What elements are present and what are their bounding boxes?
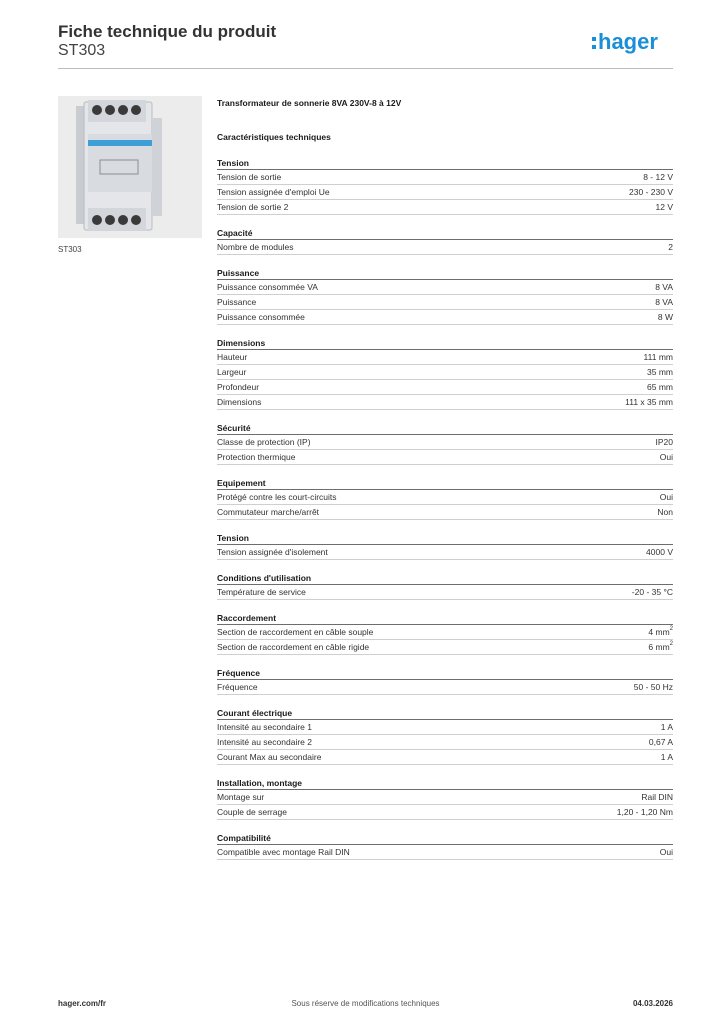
spec-label: Tension de sortie 2	[217, 202, 289, 212]
spec-row	[217, 750, 673, 765]
spec-section	[217, 337, 673, 410]
spec-value-cell	[641, 792, 673, 802]
spec-value-cell	[660, 452, 673, 462]
spec-value-cell	[632, 587, 673, 597]
spec-label: Tension assignée d'emploi Ue	[217, 187, 330, 197]
spec-heading: Caractéristiques techniques	[217, 132, 331, 142]
spec-label: Courant Max au secondaire	[217, 752, 322, 762]
spec-value: 65 mm	[647, 382, 673, 392]
spec-row	[217, 625, 673, 640]
spec-label: Puissance consommée	[217, 312, 305, 322]
spec-section-title: Raccordement	[217, 612, 673, 625]
spec-row	[217, 505, 673, 520]
spec-section-title: Tension	[217, 157, 673, 170]
spec-value-cell	[629, 187, 673, 197]
spec-row	[217, 735, 673, 750]
header-divider	[58, 68, 673, 69]
spec-value-cell	[657, 507, 673, 517]
spec-value-cell	[644, 352, 673, 362]
spec-value-cell	[655, 282, 673, 292]
spec-label: Montage sur	[217, 792, 265, 802]
spec-row	[217, 490, 673, 505]
spec-row	[217, 240, 673, 255]
spec-value: 35 mm	[647, 367, 673, 377]
spec-label: Commutateur marche/arrêt	[217, 507, 320, 517]
spec-label: Intensité au secondaire 1	[217, 722, 312, 732]
spec-value-cell	[648, 627, 673, 637]
logo-dot-bottom	[592, 45, 596, 49]
spec-value: Oui	[659, 847, 673, 857]
spec-label: Tension assignée d'isolement	[217, 547, 328, 557]
spec-label: Couple de serrage	[217, 807, 287, 817]
spec-label: Protégé contre les court-circuits	[217, 492, 337, 502]
spec-section-title: Equipement	[217, 477, 673, 490]
spec-row	[217, 380, 673, 395]
spec-value-cell	[658, 312, 673, 322]
spec-section-title: Conditions d'utilisation	[217, 572, 673, 585]
spec-label: Température de service	[217, 587, 306, 597]
spec-section	[217, 157, 673, 215]
spec-label: Dimensions	[217, 397, 262, 407]
spec-value-cell	[661, 752, 673, 762]
spec-label: Hauteur	[217, 352, 248, 362]
spec-value: 1 A	[660, 722, 673, 732]
spec-row	[217, 585, 673, 600]
spec-value-cell	[647, 367, 673, 377]
logo-wordmark: hager	[598, 29, 658, 54]
spec-row	[217, 395, 673, 410]
spec-row	[217, 845, 673, 860]
spec-value-cell	[656, 202, 674, 212]
page-header	[58, 20, 673, 70]
spec-value: Oui	[659, 452, 673, 462]
spec-value-cell	[656, 437, 674, 447]
spec-label: Protection thermique	[217, 452, 296, 462]
spec-value: 1,20 - 1,20 Nm	[616, 807, 673, 817]
product-description: Transformateur de sonnerie 8VA 230V-8 à 12V	[217, 98, 402, 108]
spec-label: Tension de sortie	[217, 172, 282, 182]
spec-value: 8 - 12 V	[643, 172, 673, 182]
spec-label: Classe de protection (IP)	[217, 437, 311, 447]
spec-value: 4 mm	[648, 627, 670, 637]
spec-label: Largeur	[217, 367, 247, 377]
spec-section-title: Compatibilité	[217, 832, 673, 845]
spec-label: Puissance	[217, 297, 257, 307]
spec-row	[217, 790, 673, 805]
spec-row	[217, 310, 673, 325]
spec-value: 12 V	[655, 202, 673, 212]
spec-section-title: Sécurité	[217, 422, 673, 435]
spec-row	[217, 805, 673, 820]
spec-value: 8 VA	[655, 282, 673, 292]
spec-value: 4000 V	[646, 547, 673, 557]
product-image-caption: ST303	[58, 245, 82, 254]
spec-section	[217, 667, 673, 695]
spec-section-title: Dimensions	[217, 337, 673, 350]
spec-sections	[217, 157, 673, 860]
spec-value: Oui	[659, 492, 673, 502]
spec-value: 0,67 A	[648, 737, 673, 747]
spec-section	[217, 532, 673, 560]
spec-value-cell	[634, 682, 673, 692]
spec-value: Non	[657, 507, 673, 517]
spec-value: 8 VA	[655, 297, 673, 307]
spec-row	[217, 365, 673, 380]
spec-value: 1 A	[660, 752, 673, 762]
spec-row	[217, 450, 673, 465]
spec-section-title: Puissance	[217, 267, 673, 280]
spec-value-cell	[660, 847, 673, 857]
blue-stripe	[88, 140, 152, 146]
footer-date: 04.03.2026	[632, 999, 673, 1008]
spec-row	[217, 200, 673, 215]
technical-spec	[217, 97, 673, 872]
unit-superscript: 2	[669, 641, 673, 647]
spec-value: 111 x 35 mm	[625, 397, 673, 407]
spec-section	[217, 267, 673, 325]
spec-row	[217, 280, 673, 295]
spec-value-cell	[649, 737, 673, 747]
spec-section-title: Installation, montage	[217, 777, 673, 790]
spec-value-cell	[660, 492, 673, 502]
spec-row	[217, 185, 673, 200]
spec-value: IP20	[655, 437, 673, 447]
spec-row	[217, 170, 673, 185]
spec-value-cell	[625, 397, 673, 407]
spec-label: Compatible avec montage Rail DIN	[217, 847, 350, 857]
spec-value: -20 - 35 °C	[631, 587, 673, 597]
product-reference: ST303	[58, 42, 106, 59]
page-title: Fiche technique du produit	[58, 22, 277, 41]
spec-section-title: Fréquence	[217, 667, 673, 680]
spec-value: 230 - 230 V	[629, 187, 673, 197]
spec-value-cell	[643, 172, 673, 182]
spec-section	[217, 707, 673, 765]
spec-value-cell	[647, 382, 673, 392]
footer-website: hager.com/fr	[58, 999, 107, 1008]
spec-value-cell	[617, 807, 673, 817]
spec-value-cell	[655, 297, 673, 307]
unit-superscript: 2	[669, 626, 673, 632]
spec-value-cell	[661, 722, 673, 732]
spec-value-cell	[648, 642, 673, 652]
logo-dot-top	[592, 37, 596, 41]
spec-row	[217, 545, 673, 560]
spec-label: Nombre de modules	[217, 242, 294, 252]
spec-row	[217, 435, 673, 450]
page-footer	[58, 997, 673, 1011]
spec-row	[217, 640, 673, 655]
spec-label: Intensité au secondaire 2	[217, 737, 312, 747]
spec-section	[217, 477, 673, 520]
spec-section	[217, 777, 673, 820]
spec-row	[217, 680, 673, 695]
spec-section-title: Tension	[217, 532, 673, 545]
spec-label: Fréquence	[217, 682, 258, 692]
spec-value: 2	[668, 242, 673, 252]
spec-label: Profondeur	[217, 382, 260, 392]
spec-section-title: Capacité	[217, 227, 673, 240]
spec-section	[217, 422, 673, 465]
spec-section-title: Courant électrique	[217, 707, 673, 720]
spec-value-cell	[668, 242, 673, 252]
spec-row	[217, 350, 673, 365]
spec-value: Rail DIN	[641, 792, 673, 802]
footer-disclaimer: Sous réserve de modifications techniques	[291, 999, 440, 1008]
spec-section	[217, 227, 673, 255]
spec-row	[217, 720, 673, 735]
spec-section	[217, 572, 673, 600]
spec-label: Puissance consommée VA	[217, 282, 318, 292]
spec-value: 111 mm	[643, 352, 673, 362]
spec-row	[217, 295, 673, 310]
spec-value-cell	[646, 547, 673, 557]
hager-logo	[591, 28, 673, 56]
bell-transformer-image	[58, 96, 202, 238]
spec-section	[217, 612, 673, 655]
spec-value: 6 mm	[648, 642, 670, 652]
spec-section	[217, 832, 673, 860]
spec-value: 50 - 50 Hz	[633, 682, 673, 692]
spec-label: Section de raccordement en câble rigide	[217, 642, 370, 652]
spec-value: 8 W	[657, 312, 673, 322]
spec-label: Section de raccordement en câble souple	[217, 627, 374, 637]
